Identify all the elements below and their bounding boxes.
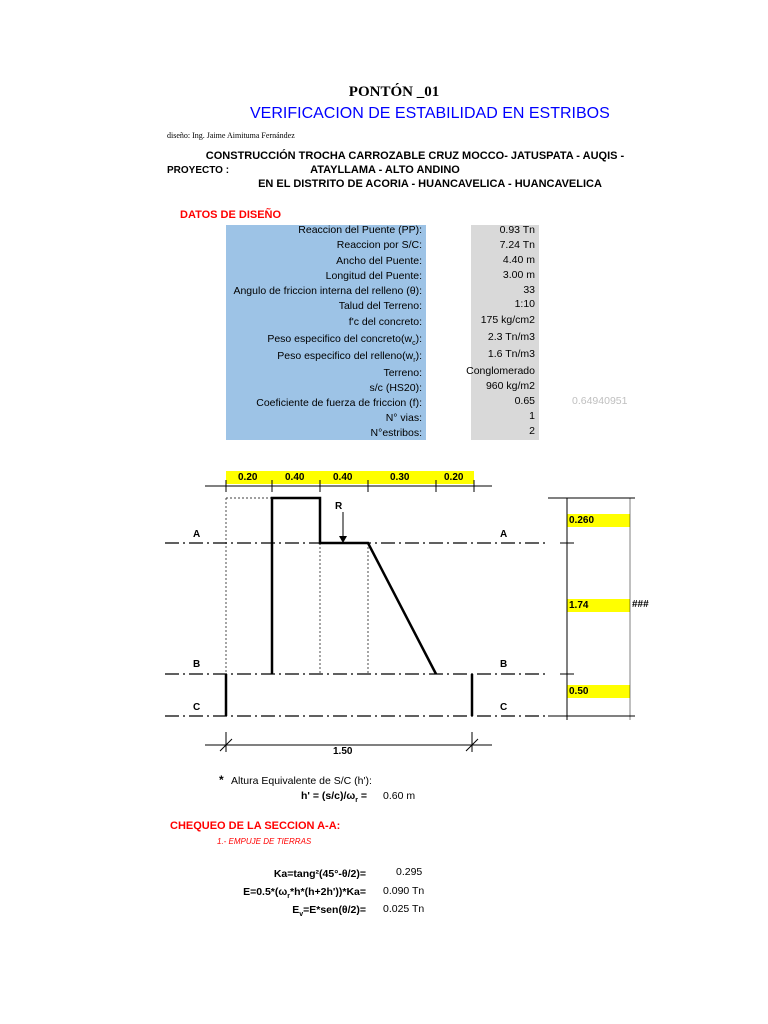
design-label: f'c del concreto: — [348, 316, 422, 328]
design-label: Reaccion del Puente (PP): — [298, 224, 422, 236]
section-label-a-left: A — [193, 529, 201, 540]
design-label: Longitud del Puente: — [325, 270, 422, 282]
equivalent-title: Altura Equivalente de S/C (h'): — [231, 775, 372, 787]
design-value: 7.24 Tn — [499, 239, 535, 251]
project-line-1: CONSTRUCCIÓN TROCHA CARROZABLE CRUZ MOCCO- JATUSPATA - AUQIS - — [205, 150, 625, 162]
design-label: Peso especifico del $relleno(w_r)$: — [277, 350, 422, 365]
side-dim-1: 0.260 — [567, 514, 630, 527]
page-subtitle: VERIFICACION DE ESTABILIDAD EN ESTRIBOS — [250, 105, 610, 122]
top-dim-3: 0.40 — [320, 471, 368, 484]
design-value: 0.93 Tn — [499, 224, 535, 236]
section-label-c-right: C — [500, 702, 508, 713]
design-label: Ancho del Puente: — [336, 255, 422, 267]
design-value: 1 — [529, 410, 535, 422]
section-label-b-right: B — [500, 659, 508, 670]
project-line-3: EN EL DISTRITO DE ACORIA - HUANCAVELICA - HUANCAVELICA — [258, 178, 602, 190]
design-value: 960 kg/m2 — [485, 380, 535, 392]
check-heading: CHEQUEO DE LA SECCION A-A: — [170, 820, 341, 832]
design-value: 0.65 — [514, 395, 535, 407]
design-label: N°estribos: — [370, 427, 422, 439]
project-label: PROYECTO : — [167, 165, 230, 176]
design-label: Reaccion por S/C: — [336, 239, 422, 251]
check-value: 0.090 Tn — [383, 885, 425, 897]
design-label: s/c (HS20): — [369, 382, 422, 394]
check-formula: $E=0.5*(\omega_r*h*(h+2h'))*Ka=$ — [243, 886, 366, 901]
design-label: Terreno: — [383, 367, 422, 379]
design-value: 4.40 m — [502, 254, 535, 266]
check-value: 0.295 — [396, 866, 423, 878]
design-value: Conglomerado — [466, 365, 535, 377]
top-dim-2: 0.40 — [272, 471, 320, 484]
design-label: Angulo de friccion interna del relleno (θ): — [233, 285, 422, 297]
design-value: 33 — [523, 284, 535, 296]
reaction-label: R — [335, 501, 343, 512]
section-label-a-right: A — [500, 529, 508, 540]
design-value: 3.00 m — [502, 269, 535, 281]
top-dim-1: 0.20 — [226, 471, 272, 484]
check-subheading: 1.- EMPUJE DE TIERRAS — [217, 837, 312, 846]
check-value: 0.025 Tn — [383, 903, 425, 915]
design-value: 1:10 — [514, 298, 535, 310]
section-label-b-left: B — [193, 659, 201, 670]
page-title: PONTÓN _01 — [348, 84, 440, 100]
side-dim-2: 1.74 — [567, 599, 630, 612]
section-label-c-left: C — [193, 702, 201, 713]
equivalent-value: 0.60 m — [383, 790, 416, 802]
project-line-2: ATAYLLAMA - ALTO ANDINO — [310, 164, 460, 176]
equivalent-formula: $h' = (s/c)/\omega_r$ = — [301, 790, 368, 805]
design-value: 2 — [529, 425, 535, 437]
check-formula: $E_v=E*sen(\theta/2)=$ — [292, 904, 366, 919]
design-value: 1.6 Tn/m3 — [487, 348, 535, 360]
design-label: Coeficiente de fuerza de friccion (f): — [256, 397, 422, 409]
side-dim-overflow: ### — [632, 599, 649, 610]
design-value: 175 kg/cm2 — [480, 314, 535, 326]
bullet: * — [219, 773, 224, 787]
top-dim-4: 0.30 — [368, 471, 436, 484]
design-label: Peso especifico del $concreto(w_c)$: — [267, 333, 422, 348]
check-formula: Ka=tang²(45°-θ/2)= — [273, 868, 366, 880]
design-label: N° vias: — [385, 412, 422, 424]
bottom-dim: 1.50 — [333, 746, 353, 757]
design-data-heading: DATOS DE DISEÑO — [180, 209, 282, 221]
top-dim-5: 0.20 — [436, 471, 474, 484]
side-dim-3: 0.50 — [567, 685, 630, 698]
friction-side-value: 0.64940951 — [572, 395, 628, 407]
designer-credit: diseño: Ing. Jaime Aimituma Fernández — [167, 131, 295, 140]
design-value: 2.3 Tn/m3 — [487, 331, 535, 343]
design-label: Talud del Terreno: — [338, 300, 422, 312]
